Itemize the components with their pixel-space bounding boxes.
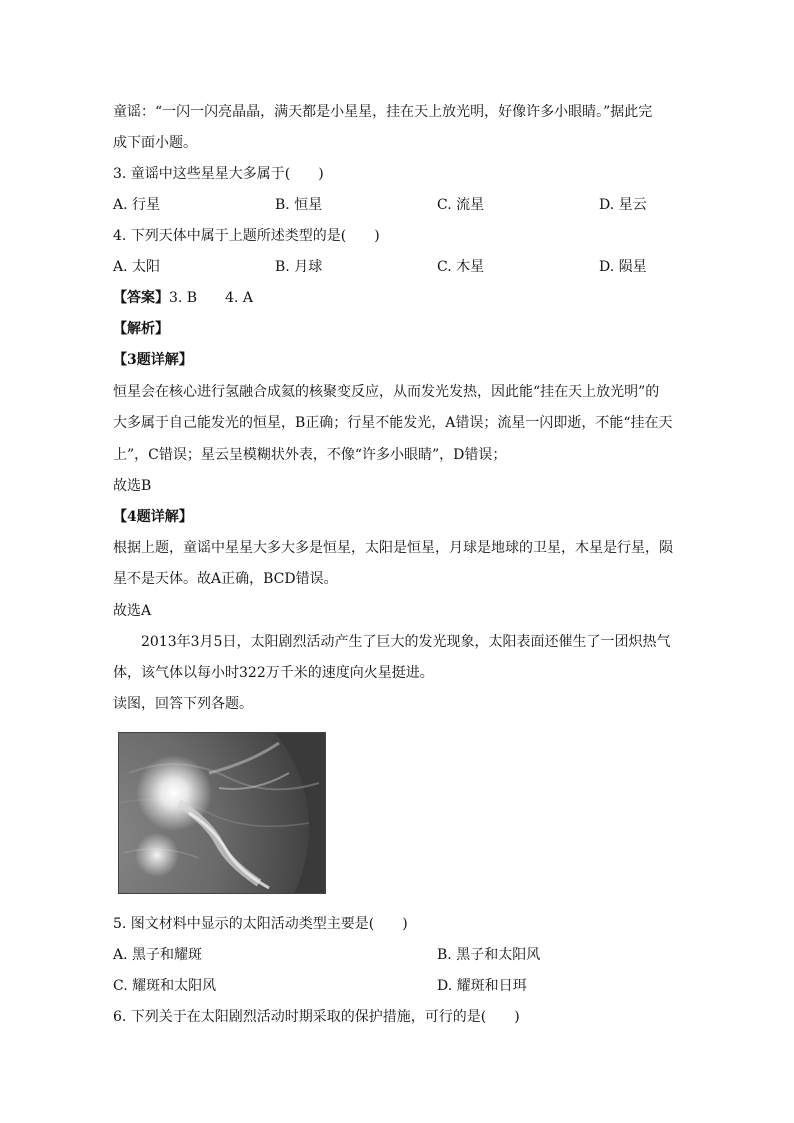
q4-option-a: A. 太阳	[113, 259, 161, 275]
question-3-stem: 3. 童谣中这些星星大多属于( )	[113, 166, 324, 182]
q3-detail-line-3: 上”，C错误；星云呈模糊状外表，不像“许多小眼睛”，D错误；	[113, 447, 507, 463]
q3-option-d: D. 星云	[599, 197, 647, 213]
q4-option-b: B. 月球	[275, 259, 323, 275]
q4-conclusion: 故选A	[113, 603, 152, 619]
q4-detail-line-1: 根据上题，童谣中星星大多大多是恒星，太阳是恒星，月球是地球的卫星，木星是行星，陨	[113, 540, 673, 556]
q3-detail-line-2: 大多属于自己能发光的恒星，B正确；行星不能发光，A错误；流星一闪即逝，不能“挂在天	[113, 415, 673, 431]
q3-detail-heading: 【3题详解】	[113, 352, 193, 368]
material-instruction: 读图，回答下列各题。	[113, 696, 253, 712]
question-5-stem: 5. 图文材料中显示的太阳活动类型主要是( )	[113, 916, 408, 932]
analysis-label: 【解析】	[113, 321, 169, 337]
q5-option-d: D. 耀斑和日珥	[437, 978, 527, 994]
q4-detail-heading: 【4题详解】	[113, 509, 193, 525]
q3-conclusion: 故选B	[113, 478, 152, 494]
q3-option-c: C. 流星	[437, 197, 485, 213]
answer-text: 3. B 4. A	[169, 290, 254, 306]
material-line-2: 体，该气体以每小时322万千米的速度向火星挺进。	[113, 665, 434, 681]
intro-line-2: 成下面小题。	[113, 135, 197, 151]
q3-option-a: A. 行星	[113, 197, 161, 213]
q4-detail-line-2: 星不是天体。故A正确，BCD错误。	[113, 571, 338, 587]
answer-line	[113, 288, 253, 308]
question-4-stem: 4. 下列天体中属于上题所述类型的是( )	[113, 228, 380, 244]
solar-activity-image	[118, 732, 326, 894]
intro-line-1: 童谣：“一闪一闪亮晶晶，满天都是小星星，挂在天上放光明，好像许多小眼睛。”据此完	[113, 104, 653, 120]
q4-option-d: D. 陨星	[599, 259, 647, 275]
q5-option-b: B. 黑子和太阳风	[437, 947, 541, 963]
answer-label: 【答案】	[113, 290, 169, 306]
q5-option-c: C. 耀斑和太阳风	[113, 978, 217, 994]
q3-detail-line-1: 恒星会在核心进行氢融合成氦的核聚变反应，从而发光发热，因此能“挂在天上放光明”的	[113, 384, 660, 400]
q4-option-c: C. 木星	[437, 259, 485, 275]
q5-option-a: A. 黑子和耀斑	[113, 947, 203, 963]
material-line-1: 2013年3月5日，太阳剧烈活动产生了巨大的发光现象，太阳表面还催生了一团炽热气	[113, 634, 671, 650]
question-6-stem: 6. 下列关于在太阳剧烈活动时期采取的保护措施，可行的是( )	[113, 1009, 520, 1025]
q3-option-b: B. 恒星	[275, 197, 323, 213]
